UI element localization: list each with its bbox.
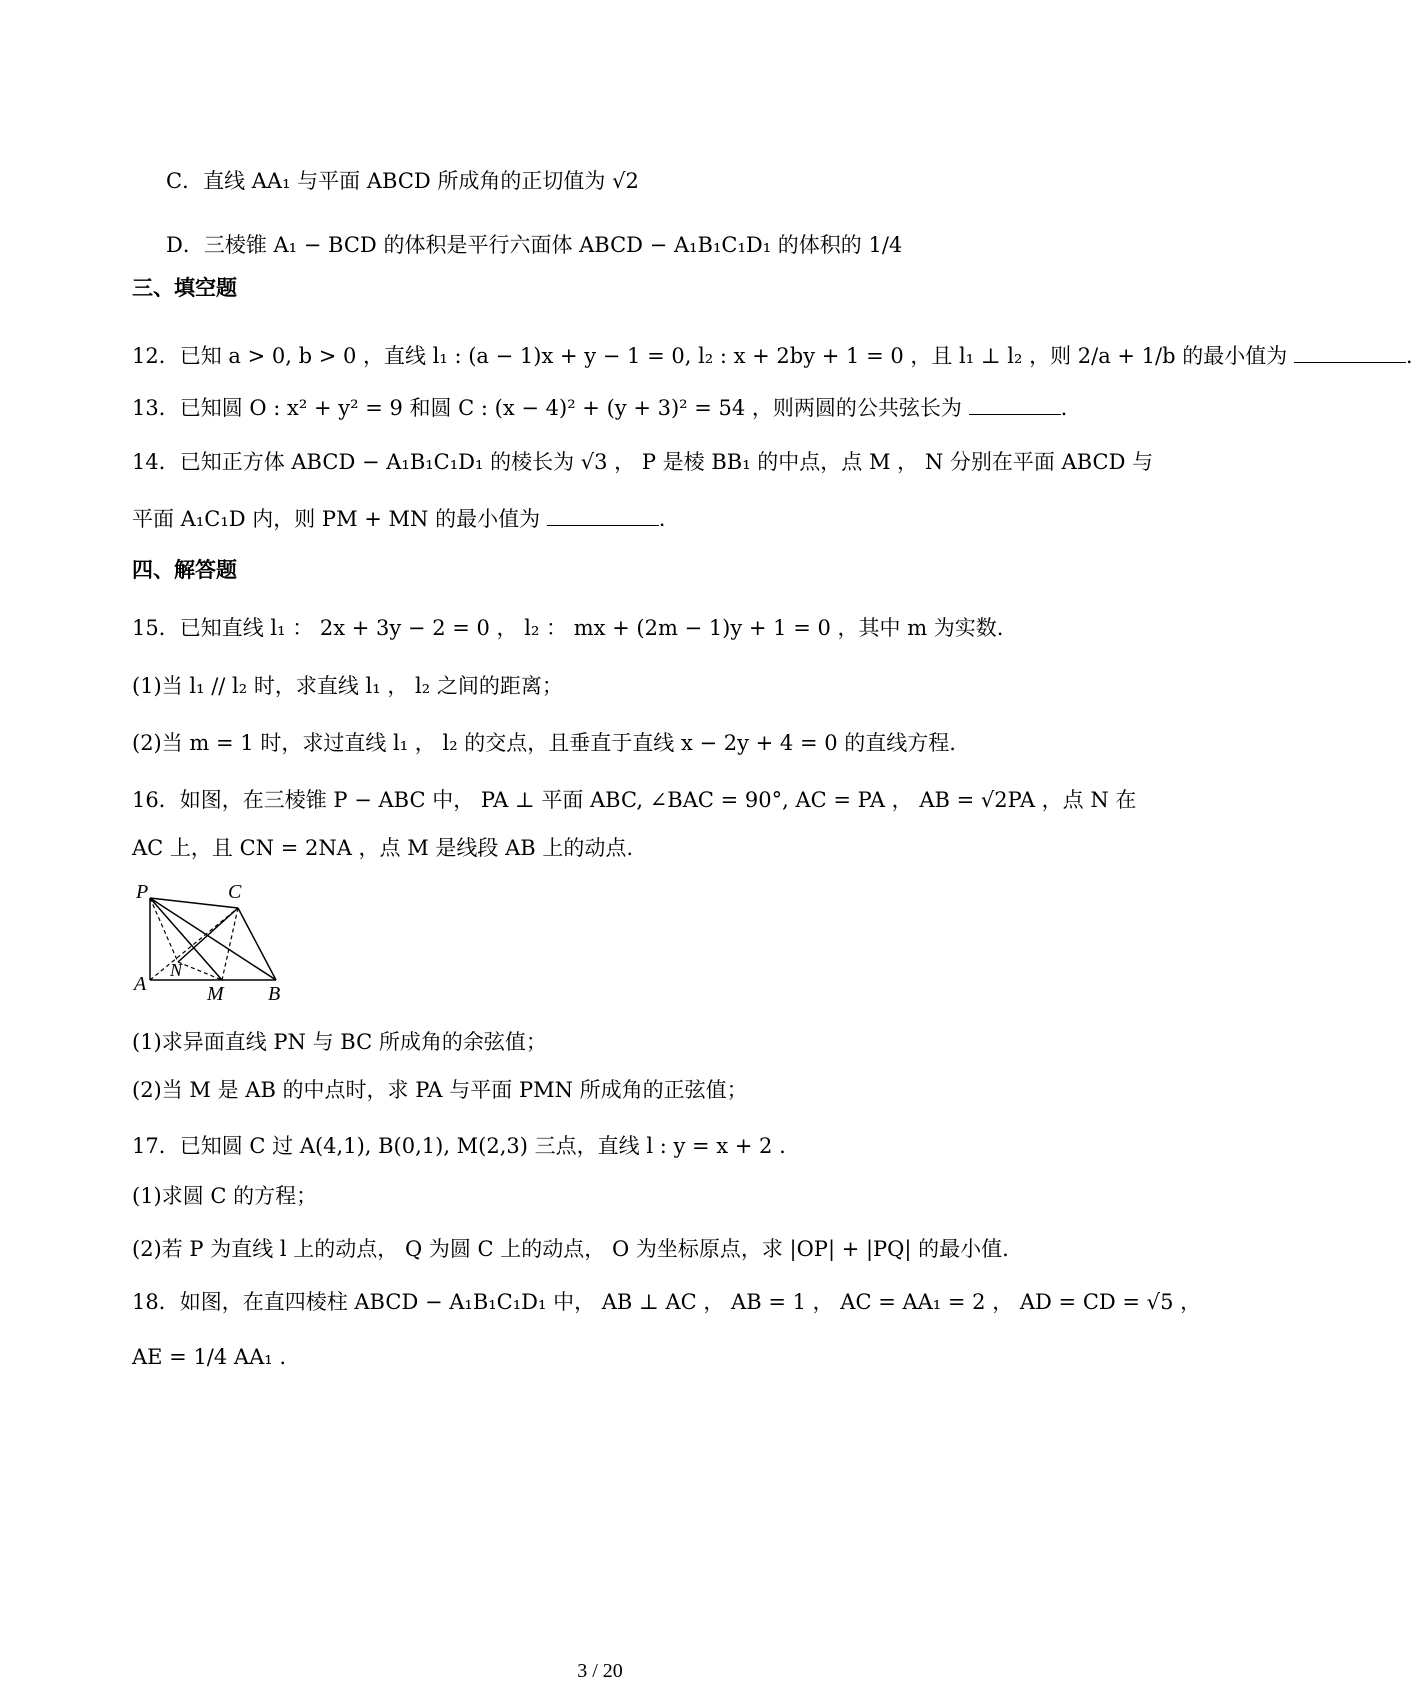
pyramid-figure: [130, 876, 300, 1006]
option-d-text: D．三棱锥 A₁ − BCD 的体积是平行六面体 ABCD − A₁B₁C₁D₁ 的体积的 1/4: [166, 233, 903, 257]
problem-18-line2: [132, 1345, 286, 1369]
problem-16-line1: [132, 784, 1136, 814]
problem-14-line2: 平面 A₁C₁D 内，则 PM + MN 的最小值为 .: [132, 507, 666, 531]
problem-12-text: 12．已知 a > 0, b > 0 ，直线 l₁ : (a − 1)x + y − 1 = 0, l₂ : x + 2by + 1 = 0 ，且 l₁ ⊥ l₂ ，则 2/a + 1/b 的最小值为: [132, 344, 1288, 368]
edge-AC-hidden: [150, 908, 238, 980]
problem-16-part1-text: (1)求异面直线 PN 与 BC 所成角的余弦值；: [132, 1030, 547, 1054]
problem-15-part2-text: (2)当 m = 1 时，求过直线 l₁ ， l₂ 的交点，且垂直于直线 x − 2y + 4 = 0 的直线方程.: [132, 731, 956, 755]
problem-16-text-a: 16．如图，在三棱锥 P − ABC 中， PA ⊥ 平面 ABC, ∠BAC = 90°, AC = PA ， AB = √2PA ，点 N 在: [132, 788, 1137, 812]
problem-14-text-a: 14．已知正方体 ABCD − A₁B₁C₁D₁ 的棱长为 √3 ， P 是棱 BB₁ 的中点，点 M ， N 分别在平面 ABCD 与: [132, 450, 1154, 474]
problem-15-text: 15．已知直线 l₁ ： 2x + 3y − 2 = 0 ， l₂ ： mx + (2m − 1)y + 1 = 0 ，其中 m 为实数.: [132, 616, 1004, 640]
label-N: N: [170, 960, 183, 980]
problem-13-text: 13．已知圆 O : x² + y² = 9 和圆 C : (x − 4)² + (y + 3)² = 54 ，则两圆的公共弦长为: [132, 396, 962, 420]
problem-17-text: 17．已知圆 C 过 A(4,1), B(0,1), M(2,3) 三点，直线 l : y = x + 2 .: [132, 1134, 786, 1158]
section-solve-title: 四、解答题: [132, 558, 237, 582]
page-number: 3 / 20: [577, 1660, 623, 1682]
problem-18-line1: [132, 1286, 1201, 1316]
section-fill-title: 三、填空题: [132, 276, 237, 300]
problem-15-part2: [132, 727, 956, 757]
problem-13: 13．已知圆 O : x² + y² = 9 和圆 C : (x − 4)² + (y + 3)² = 54 ，则两圆的公共弦长为 .: [132, 396, 1068, 420]
edge-MN-hidden: [178, 962, 222, 980]
problem-16-text-b: AC 上，且 CN = 2NA ，点 M 是线段 AB 上的动点.: [132, 836, 634, 860]
label-P: P: [136, 881, 149, 903]
problem-17-part1-text: (1)求圆 C 的方程；: [132, 1184, 318, 1208]
problem-17-part1: [132, 1180, 317, 1210]
problem-17-part2: [132, 1233, 1009, 1263]
problem-15-part1-text: (1)当 l₁ // l₂ 时，求直线 l₁ ， l₂ 之间的距离；: [132, 674, 563, 698]
problem-15: [132, 612, 1003, 642]
problem-18-text-a: 18．如图，在直四棱柱 ABCD − A₁B₁C₁D₁ 中， AB ⊥ AC ， AB = 1 ， AC = AA₁ = 2 ， AD = CD = √5 ，: [132, 1290, 1202, 1314]
problem-12: 12．已知 a > 0, b > 0 ，直线 l₁ : (a − 1)x + y − 1 = 0, l₂ : x + 2by + 1 = 0 ，且 l₁ ⊥ l₂ ，则 2/a + 1/b 的最小值为 .: [132, 344, 1413, 368]
label-M: M: [207, 983, 224, 1005]
edge-PM: [150, 898, 222, 980]
problem-16-part1: [132, 1026, 547, 1056]
answer-blank-13: [969, 413, 1061, 415]
label-C: C: [228, 881, 242, 903]
problem-17-part2-text: (2)若 P 为直线 l 上的动点， Q 为圆 C 上的动点， O 为坐标原点，求 |OP| + |PQ| 的最小值.: [132, 1237, 1009, 1261]
problem-16-part2: [132, 1074, 748, 1104]
problem-16-part2-text: (2)当 M 是 AB 的中点时，求 PA 与平面 PMN 所成角的正弦值；: [132, 1078, 748, 1102]
label-B: B: [268, 983, 281, 1005]
edge-CM-hidden: [222, 908, 238, 980]
option-c: [166, 165, 639, 195]
edge-PB: [150, 898, 276, 980]
option-c-text: C．直线 AA₁ 与平面 ABCD 所成角的正切值为 √2: [166, 169, 639, 193]
problem-18-text-b: AE = 1/4 AA₁ .: [132, 1345, 287, 1369]
problem-17: [132, 1130, 786, 1160]
label-A: A: [134, 973, 147, 995]
problem-15-part1: [132, 670, 563, 700]
option-d: [166, 229, 902, 259]
edge-CB: [238, 908, 276, 980]
problem-14-line1: [132, 446, 1153, 476]
problem-14-text-b: 平面 A₁C₁D 内，则 PM + MN 的最小值为: [132, 507, 541, 531]
answer-blank-14: [547, 524, 659, 526]
answer-blank-12: [1294, 361, 1406, 363]
problem-16-line2: [132, 832, 633, 862]
